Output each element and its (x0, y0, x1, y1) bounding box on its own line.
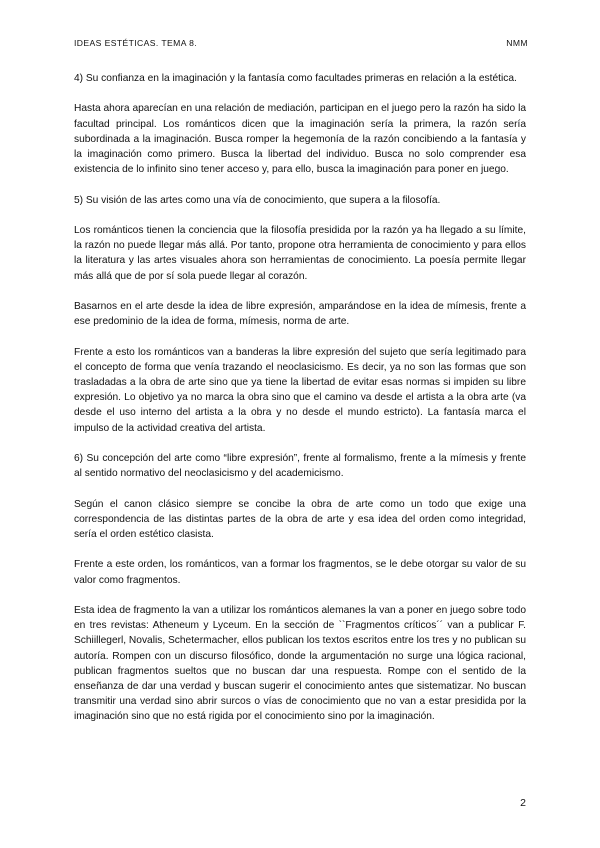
page-header (74, 38, 528, 48)
paragraph: Los románticos tienen la conciencia que la filosofía presidida por la razón ya ha llegado a su límite, la razón no puede llegar más allá. Por tanto, propone otra herramienta de conocimiento y para ellos la literatura y las artes visuales ahora son herramientas de conocimiento. La poesía permite llegar más allá que de por sí sola puede llegar al corazón. (74, 224, 526, 282)
paragraph: Frente a este orden, los románticos, van a formar los fragmentos, se le debe otorgar su valor de su valor como fragmentos. (74, 559, 526, 586)
paragraph: Hasta ahora aparecían en una relación de mediación, participan en el juego pero la razón ha sido la facultad principal. Los románticos dicen que la imaginación sería la primera, la razón sería subordinada a la imaginación. Busca romper la hegemonía de la razón concibiendo a la fantasía y la imaginación como primero. Busca la libertad del individuo. Busca no solo comprender esa existencia de lo infinito sino tener acceso y, para ello, busca la imaginación para poner en juego. (74, 103, 526, 176)
header-title: IDEAS ESTÉTICAS. TEMA 8. (74, 38, 198, 48)
heading-point-6: 6) Su concepción del arte como “libre expresión”, frente al formalismo, frente a la mímesis y frente al sentido normativo del neoclasicismo y del academicismo. (74, 452, 526, 480)
heading-point-5: 5) Su visión de las artes como una vía de conocimiento, que supera a la filosofía. (74, 194, 441, 206)
paragraph: Basarnos en el arte desde la idea de libre expresión, amparándose en la idea de mímesis, frente a ese predominio de la idea de forma, mímesis, norma de arte. (74, 300, 526, 328)
paragraph: Según el canon clásico siempre se concibe la obra de arte como un todo que exige una correspondencia de las distintas partes de la obra de arte y esa idea del orden como integridad, sería el orden estético clasista. (74, 498, 526, 540)
paragraph: Frente a esto los románticos van a banderas la libre expresión del sujeto que sería legitimado para el concepto de forma que venía trazando el neoclasicismo. Es decir, ya no son las formas que son trasladadas a la obra de arte sino que ya tiene la libertad de evitar esas normas si impiden su libre expresión. Lo objetivo ya no marca la obra sino que el camino va desde el artista a la obra arte (va desde el uso interno del artista a la obra y no desde el mundo estricto). La fantasía marca el impulso de la actividad creativa del artista. (74, 346, 526, 434)
header-initials: NMM (506, 38, 528, 48)
page-number: 2 (520, 797, 526, 809)
document-body (74, 71, 526, 740)
heading-point-4: 4) Su confianza en la imaginación y la fantasía como facultades primeras en relación a la estética. (74, 73, 517, 84)
paragraph: Esta idea de fragmento la van a utilizar los románticos alemanes la van a poner en juego sobre todo en tres revistas: Atheneum y Lyceum. En la sección de ``Fragmentos críticos´´ van a publicar F. Schiillegerl, Novalis, Schetermacher, ellos publican los textos escritos entre los tres y no publican su autoría. Rompen con un discurso filosófico, donde la argumentación no surge una lógica racional, publican fragmentos sueltos que no buscan dar una respuesta. Rompe con el sentido de la enseñanza de dar una verdad y buscan sugerir el conocimiento antes que sistematizar. No buscan transmitir una verdad sino abrir surcos o vías de conocimiento que no van a estar presidida por la imaginación sino que no está rigida por el conocimiento sino por la imaginación. (74, 604, 526, 723)
